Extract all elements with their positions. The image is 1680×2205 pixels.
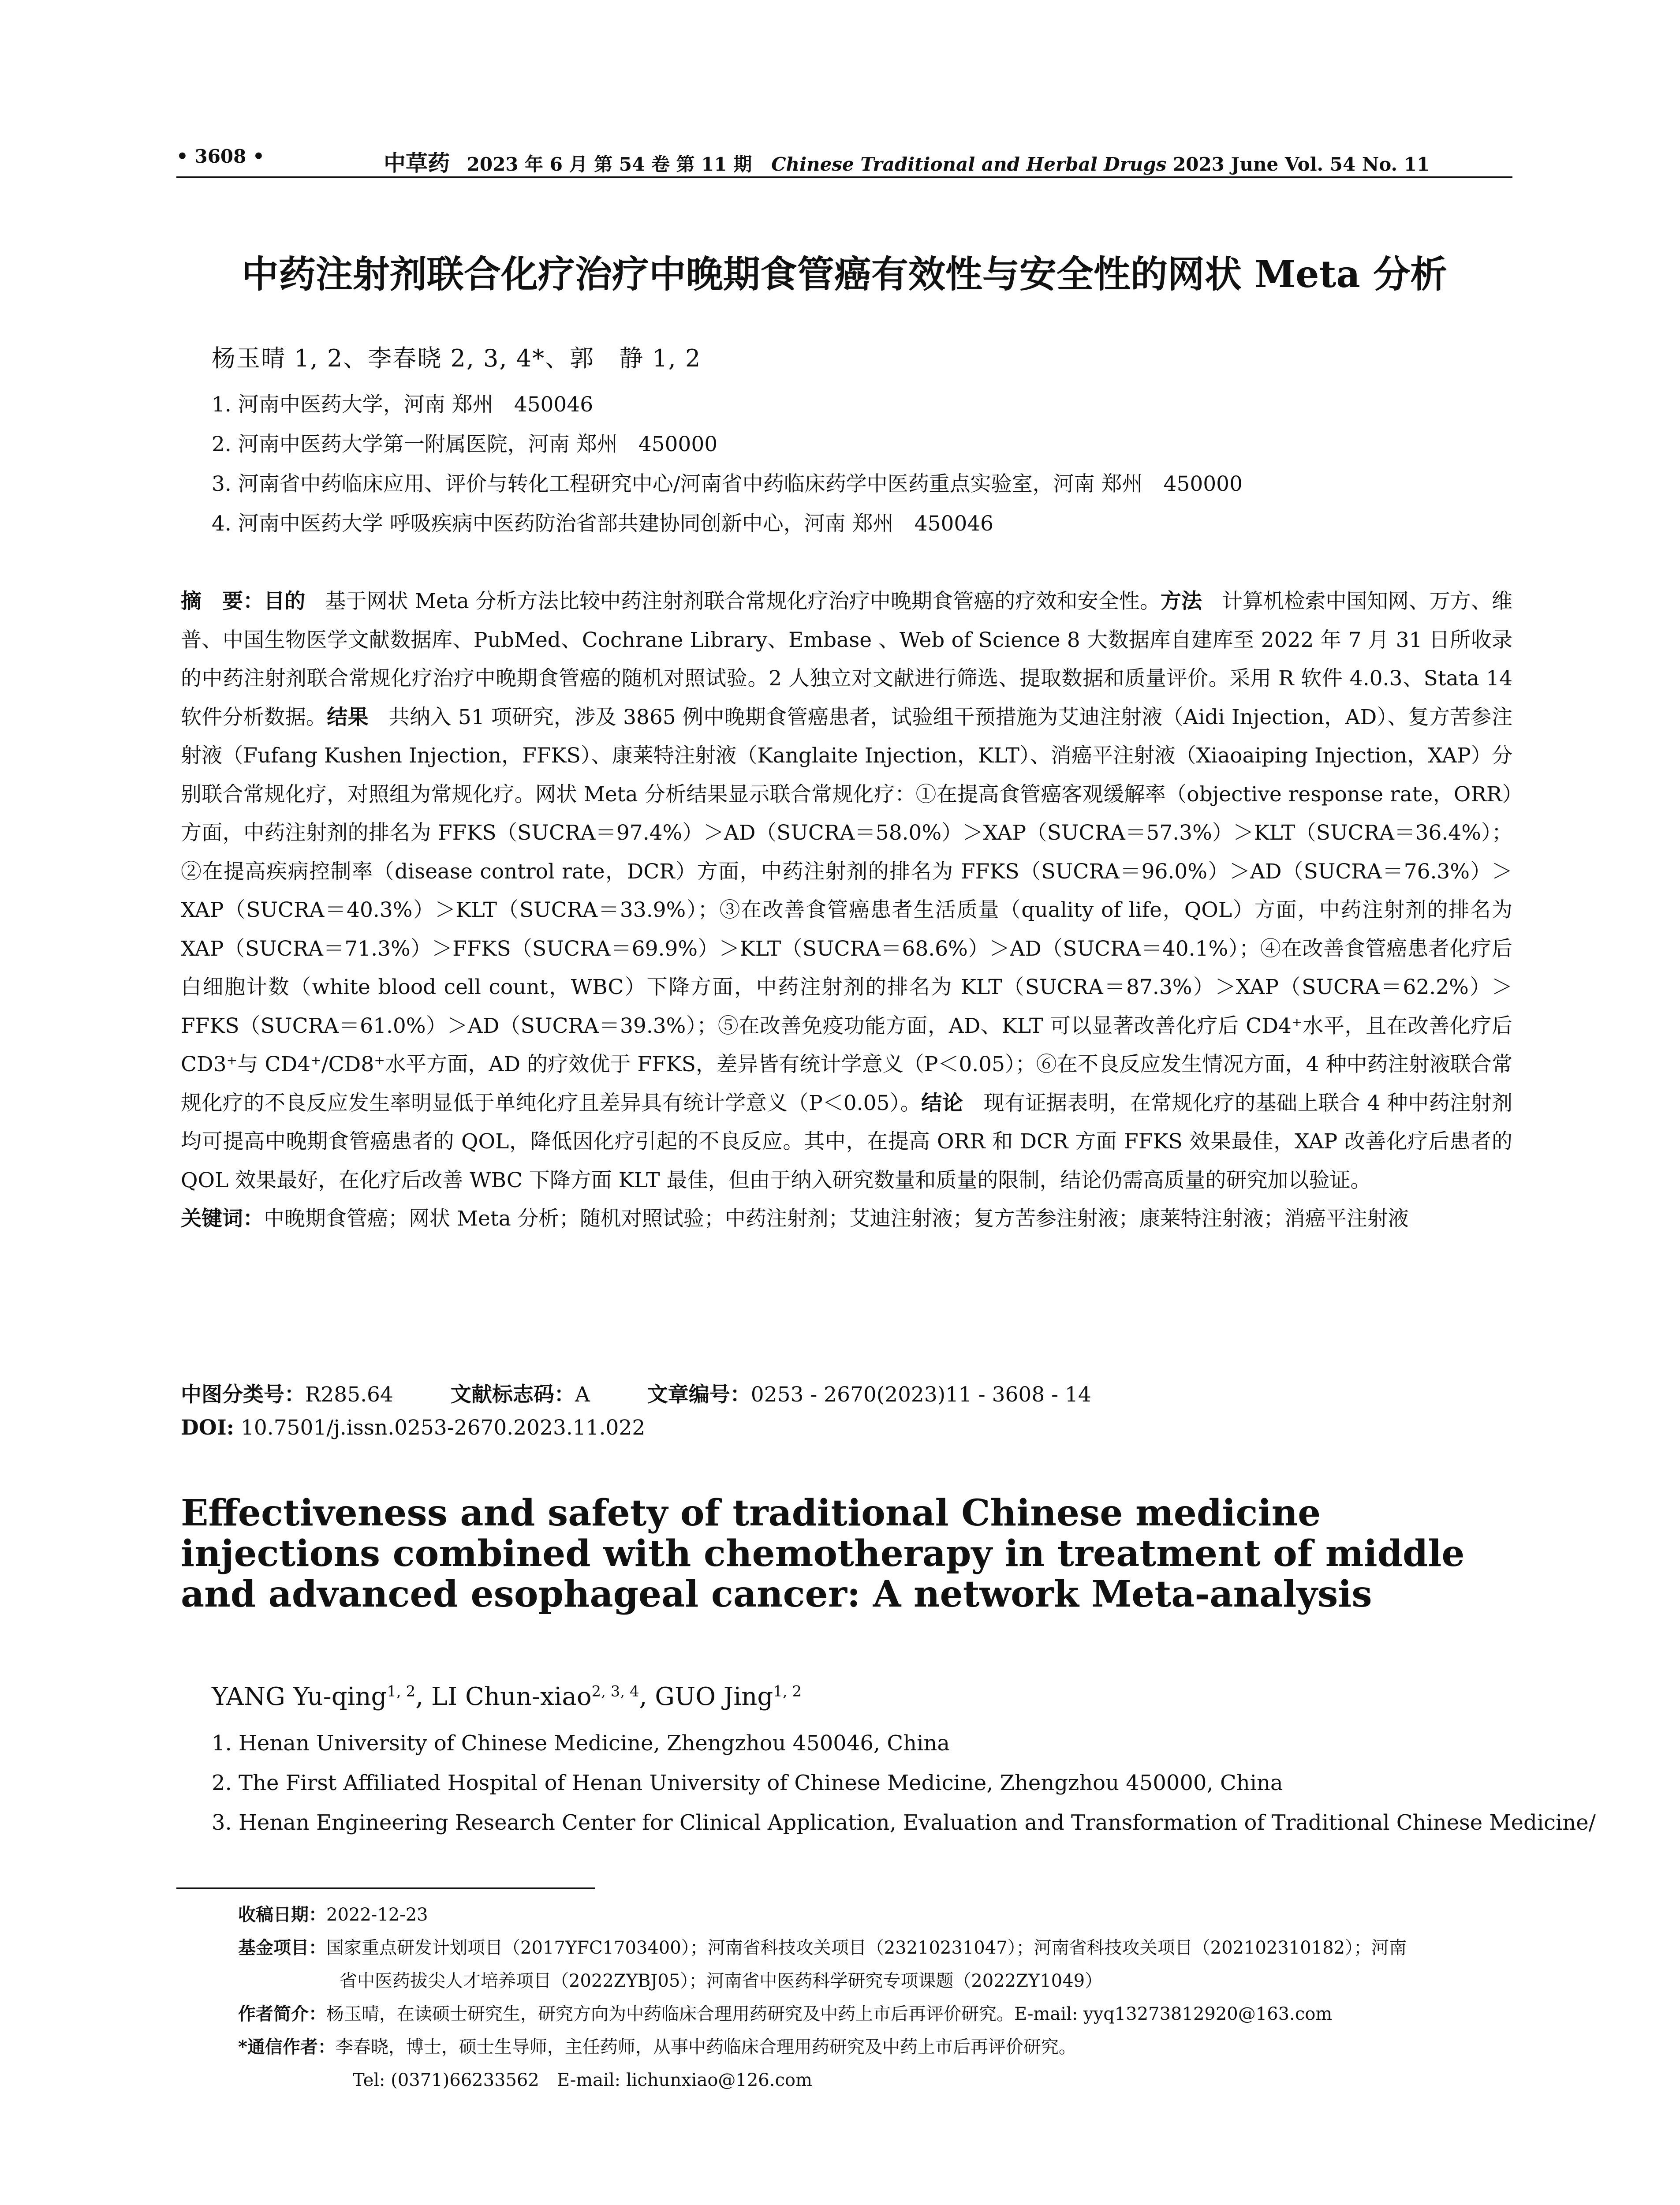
fund-text-1: 国家重点研发计划项目（2017YFC1703400）；河南省科技攻关项目（23210231047）；河南省科技攻关项目（202102310182）；河南 — [326, 1938, 1407, 1958]
classification-row — [181, 1378, 1091, 1408]
footnote-corresponding — [238, 2033, 1076, 2058]
running-header — [176, 146, 1504, 176]
author-bio-text: 杨玉晴，在读硕士研究生，研究方向为中药临床合理用药研究及中药上市后再评价研究。E-mail: yyq13273812920@163.com — [326, 2004, 1333, 2024]
journal-issue-en: 2023 June Vol. 54 No. 11 — [1173, 153, 1430, 175]
paper-title-cn: 中药注射剂联合化疗治疗中晚期食管癌有效性与安全性的网状 Meta 分析 — [241, 252, 1448, 296]
result-text: 共纳入 51 项研究，涉及 3865 例中晚期食管癌患者，试验组干预措施为艾迪注射液（Aidi Injection，AD）、复方苦参注射液（Fufang Kushen Injection，FFKS）、康莱特注射液（Kanglaite Injection，KLT）、消癌平注射液（Xiaoaiping Injection，XAP）分别联合常规化疗，对照组为常规化疗。网状 Meta 分析结果显示联合常规化疗：①在提高食管癌客观缓解率（objective response rate，ORR）方面，中药注射剂的排名为 FFKS（SUCRA＝97.4%）＞AD（SUCRA＝58.0%）＞XAP（SUCRA＝57.3%）＞KLT（SUCRA＝36.4%）；②在提高疾病控制率（disease control rate，DCR）方面，中药注射剂的排名为 FFKS（SUCRA＝96.0%）＞AD（SUCRA＝76.3%）＞XAP（SUCRA＝40.3%）＞KLT（SUCRA＝33.9%）；③在改善食管癌患者生活质量（quality of life，QOL）方面，中药注射剂的排名为 XAP（SUCRA＝71.3%）＞FFKS（SUCRA＝69.9%）＞KLT（SUCRA＝68.6%）＞AD（SUCRA＝40.1%）；④在改善食管癌患者化疗后白细胞计数（white blood cell count，WBC）下降方面，中药注射剂的排名为 KLT（SUCRA＝87.3%）＞XAP（SUCRA＝62.2%）＞FFKS（SUCRA＝61.0%）＞AD（SUCRA＝39.3%）；⑤在改善免疫功能方面，AD、KLT 可以显著改善化疗后 CD4⁺水平，且在改善化疗后 CD3⁺与 CD4⁺/CD8⁺水平方面，AD 的疗效优于 FFKS，差异皆有统计学意义（P＜0.05）；⑥在不良反应发生情况方面，4 种中药注射液联合常规化疗的不良反应发生率明显低于单纯化疗且差异具有统计学意义（P＜0.05）。 — [181, 705, 1512, 1115]
keywords-text: 中晚期食管癌；网状 Meta 分析；随机对照试验；中药注射剂；艾迪注射液；复方苦参注射液；康莱特注射液；消癌平注射液 — [264, 1207, 1409, 1231]
received-date: 2022-12-23 — [326, 1905, 428, 1925]
clc-label: 中图分类号： — [181, 1383, 305, 1407]
conclusion-text: 现有证据表明，在常规化疗的基础上联合 4 种中药注射剂均可提高中晚期食管癌患者的 QOL，降低因化疗引起的不良反应。其中，在提高 ORR 和 DCR 方面 FFKS 效果最佳，XAP 改善化疗后患者的 QOL 效果最好，在化疗后改善 WBC 下降方面 KLT 最佳，但由于纳入研究数量和质量的限制，结论仍需高质量的研究加以验证。 — [181, 1091, 1512, 1192]
keywords — [181, 1200, 1512, 1238]
abstract-body — [181, 582, 1512, 1200]
author-en-1: YANG Yu-qing — [212, 1682, 387, 1711]
affiliation-cn-1: 1. 河南中医药大学，河南 郑州 450046 — [212, 392, 594, 417]
journal-name-en: Chinese Traditional and Herbal Drugs — [771, 153, 1167, 175]
received-label: 收稿日期： — [238, 1904, 326, 1925]
affiliation-en-1: 1. Henan University of Chinese Medicine, Zhengzhou 450046, China — [212, 1731, 950, 1756]
author-bio-label: 作者简介： — [238, 2003, 326, 2024]
clc-value: R285.64 — [305, 1383, 393, 1407]
doi-row — [181, 1416, 645, 1440]
author-en-2: LI Chun-xiao — [431, 1682, 592, 1711]
journal-brand: 中草药 — [384, 150, 450, 176]
abstract — [181, 582, 1512, 1238]
method-text: 计算机检索中国知网、万方、维普、中国生物医学文献数据库、PubMed、Cochrane Library、Embase 、Web of Science 8 大数据库自建库至 2022 年 7 月 31 日所收录的中药注射剂联合常规化疗治疗中晚期食管癌的随机对照试验。2 人独立对文献进行筛选、提取数据和质量评价。采用 R 软件 4.0.3、Stata 14 软件分析数据。 — [181, 589, 1512, 729]
doi-value: 10.7501/j.issn.0253-2670.2023.11.022 — [241, 1416, 646, 1440]
doc-code-label: 文献标志码： — [450, 1383, 575, 1407]
objective-label: 目的 — [264, 589, 306, 613]
footnote-fund-cont: 省中医药拔尖人才培养项目（2022ZYBJ05）；河南省中医药科学研究专项课题（2022ZY1049） — [340, 1971, 1103, 1991]
header-rule — [176, 176, 1512, 178]
authors-cn: 杨玉晴 1, 2、李春晓 2, 3, 4*、郭 静 1, 2 — [212, 344, 702, 372]
author-en-3: GUO Jing — [655, 1682, 773, 1711]
corresponding-text: 李春晓，博士，硕士生导师，主任药师，从事中药临床合理用药研究及中药上市后再评价研究。 — [335, 2037, 1076, 2057]
footnote-author — [238, 2000, 1332, 2025]
article-no-label: 文章编号： — [647, 1383, 751, 1407]
result-label: 结果 — [327, 705, 369, 729]
corresponding-label: *通信作者： — [238, 2037, 336, 2057]
fund-label: 基金项目： — [238, 1937, 326, 1958]
paper-title-en: Effectiveness and safety of traditional Chinese medicine injections combined with chemotherapy in treatment of middle and advanced esophageal cancer: A network Meta-analysis — [181, 1492, 1465, 1615]
doi-label: DOI: — [181, 1416, 235, 1440]
author-en-3-sup: 1, 2 — [773, 1682, 802, 1700]
affiliation-cn-4: 4. 河南中医药大学 呼吸疾病中医药防治省部共建协同创新中心，河南 郑州 450046 — [212, 512, 994, 536]
objective-text: 基于网状 Meta 分析方法比较中药注射剂联合常规化疗治疗中晚期食管癌的疗效和安全性。 — [325, 589, 1161, 613]
method-label: 方法 — [1160, 589, 1202, 613]
journal-issue-cn: 2023 年 6 月 第 54 卷 第 11 期 — [467, 153, 752, 175]
article-no-value: 0253 - 2670(2023)11 - 3608 - 14 — [750, 1383, 1091, 1407]
conclusion-label: 结论 — [921, 1091, 963, 1115]
keywords-label: 关键词： — [181, 1207, 264, 1231]
abstract-label: 摘 要： — [181, 589, 264, 613]
authors-en: YANG Yu-qing$^{1, 2}$, LI Chun-xiao$^{2, 3, 4}$, GUO Jing$^{1, 2}$ — [212, 1682, 802, 1711]
author-en-1-sup: 1, 2 — [387, 1682, 416, 1700]
footnote-fund — [238, 1934, 1407, 1959]
footnote-contact: Tel: (0371)66233562 E-mail: lichunxiao@126.com — [353, 2070, 812, 2090]
affiliation-cn-2: 2. 河南中医药大学第一附属医院，河南 郑州 450000 — [212, 432, 718, 456]
affiliation-en-3: 3. Henan Engineering Research Center for Clinical Application, Evaluation and Transformation of Traditional Chinese Medicine/ — [212, 1810, 1596, 1835]
author-en-2-sup: 2, 3, 4 — [591, 1682, 639, 1700]
affiliation-cn-3: 3. 河南省中药临床应用、评价与转化工程研究中心/河南省中药临床药学中医药重点实验室，河南 郑州 450000 — [212, 472, 1243, 496]
page-number: • 3608 • — [176, 146, 265, 167]
doc-code-value: A — [575, 1383, 590, 1407]
footnote-rule — [176, 1887, 595, 1889]
journal-citation — [384, 146, 1430, 177]
footnote-received — [238, 1901, 428, 1926]
affiliation-en-2: 2. The First Affiliated Hospital of Henan University of Chinese Medicine, Zhengzhou 450000, China — [212, 1771, 1283, 1795]
